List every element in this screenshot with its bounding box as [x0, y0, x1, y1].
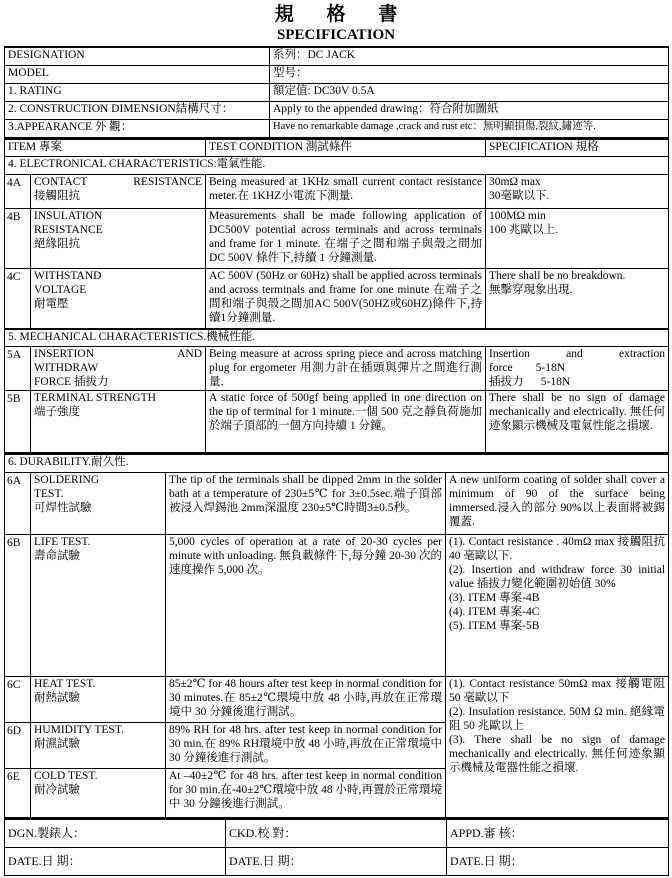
item-name-en: TEST. — [34, 487, 64, 500]
item-name-cn: FORCE 插拔力 — [34, 376, 109, 388]
section-5-title: 5. MECHANICAL CHARACTERISTICS.機械性能. — [5, 329, 669, 347]
test-condition: 89% RH for 48 hrs. after test keep in normal condition for 30 min.在 89% RH環境中放 48 小時,再放在正常環境中 30 分鐘後進行測試。 — [166, 722, 446, 768]
item-name-cn: 接觸阻抗 — [34, 190, 80, 202]
construction-value: Apply to the appended drawing：符合附加圖紙 — [270, 101, 669, 119]
col-item-header: ITEM 專案 — [5, 139, 206, 157]
spec-line: 30毫歐以下. — [489, 190, 550, 202]
item-name-en: RESISTANCE — [34, 224, 103, 236]
spec-line: 插拔力 5-18N — [489, 376, 571, 388]
table-row — [5, 269, 669, 329]
section-4-title-row — [5, 157, 669, 175]
test-condition: The tip of the terminals shall be dipped 2mm in the solder bath at a temperature of 230±5℃ for 3±0.5sec.端子頂部被浸入焊錫池 2mm深溫度 230±5℃時間3±0.5秒。 — [166, 472, 446, 534]
item-name-en: TERMINAL STRENGTH — [34, 392, 156, 404]
item-name-en: HUMIDITY TEST. — [34, 723, 124, 736]
section-5-title-row — [5, 329, 669, 347]
spec-line: (5). ITEM 專案-5B — [449, 619, 540, 632]
test-condition: 85±2℃ for 48 hours after test keep in normal condition for 30 minutes.在 85±2℃環境中放 48 小時,再放在正常環境中 30 分鐘後進行測試。 — [166, 676, 446, 722]
spec-cell — [486, 209, 669, 269]
test-condition: Being measured at 1KHz small current contact resistance meter.在 1KHZ小電流下測量. — [206, 175, 486, 209]
row-number: 4C — [5, 269, 31, 329]
designation-label: DESIGNATION — [5, 47, 270, 65]
spec-line: 30mΩ max — [489, 176, 541, 188]
row-number: 4A — [5, 175, 31, 209]
row-number: 4B — [5, 209, 31, 269]
item-cell — [31, 175, 206, 209]
item-name-en: VOLTAGE — [34, 284, 87, 296]
approver-field: APPD.審 核： — [447, 819, 669, 848]
item-name-en: INSERTION AND — [34, 348, 203, 360]
signature-table — [4, 818, 669, 876]
item-name-en: INSULATION — [34, 210, 103, 222]
spec-line: 無擊穿現象出現. — [489, 284, 573, 296]
designer-field: DGN.製錶人： — [5, 819, 226, 848]
item-name-en: WITHDRAW — [34, 362, 99, 374]
title-chinese: 規 格 書 — [274, 4, 412, 25]
item-cell — [31, 676, 166, 722]
rating-label: 1. RATING — [5, 83, 270, 101]
item-name-cn: 耐電壓 — [34, 298, 69, 310]
spec-cell — [486, 269, 669, 329]
appearance-row — [5, 119, 669, 137]
item-cell — [31, 472, 166, 534]
row-number: 5A — [5, 347, 31, 391]
item-name-cn: 耐熱試驗 — [34, 691, 80, 704]
spec-cell — [486, 175, 669, 209]
test-condition: At –40±2℃ for 48 hrs. after test keep in normal condition for 30 min.在-40±2℃環境中放 48 小時,再置於正常環境中 30 分鐘後進行測試。 — [166, 768, 446, 817]
row-number: 6D — [5, 722, 31, 768]
model-row — [5, 65, 669, 83]
table-row — [5, 209, 669, 269]
item-cell — [31, 534, 166, 676]
designation-row — [5, 47, 669, 65]
table-row — [5, 175, 669, 209]
table-row — [5, 347, 669, 391]
item-name-cn: 端子強度 — [34, 406, 80, 418]
date-field: DATE.日 期： — [5, 847, 226, 875]
title-english: SPECIFICATION — [276, 27, 396, 43]
item-name-en: HEAT TEST. — [34, 677, 96, 690]
spec-line: (1). Contact resistance . 40mΩ max 接觸阻抗 40 毫歐以下. — [449, 535, 666, 562]
item-cell — [31, 391, 206, 453]
spec-line: (4). ITEM 專案-4C — [449, 605, 540, 618]
spec-line: (3). ITEM 專案-4B — [449, 591, 540, 604]
appearance-value: Have no remarkable damage ,crack and rust etc：無明顯損傷,裂紋,鏽迹等. — [270, 119, 669, 137]
spec-line: (2). Insulation resistance. 50M Ω min. 絕緣電阻 50 兆歐以上 — [449, 705, 666, 732]
spec-line: (3). There shall be no sign of damage mechanically and electrically. 無任何迹象顯示機械及電器性能之損壞. — [449, 733, 666, 774]
durability-table — [4, 453, 669, 818]
item-name-en: COLD TEST. — [34, 769, 98, 782]
item-cell — [31, 347, 206, 391]
construction-label: 2. CONSTRUCTION DIMENSION結構尺寸： — [5, 101, 270, 119]
col-spec-header: SPECIFICATION 規格 — [486, 139, 669, 157]
item-cell — [31, 722, 166, 768]
item-name-en: CONTACT RESISTANCE — [34, 176, 203, 188]
item-name-en: LIFE TEST. — [34, 535, 91, 548]
spec-line: Insertion and extraction — [489, 348, 666, 360]
model-value: 型号： — [270, 65, 669, 83]
table-row — [5, 391, 669, 453]
spec-line: 100 兆歐以上. — [489, 224, 559, 236]
item-cell — [31, 269, 206, 329]
spec-line: (2). Insertion and withdraw force 30 initial value 插拔力變化範圍初始值 30% — [449, 563, 666, 590]
date-field: DATE.日 期： — [447, 847, 669, 875]
checker-field: CKD.校 對： — [226, 819, 447, 848]
spec-cell — [486, 347, 669, 391]
model-label: MODEL — [5, 65, 270, 83]
header-info-table — [4, 46, 669, 138]
test-condition: A static force of 500gf being applied in one direction on the tip of terminal for 1 minute.一個 500 克之靜負荷施加於端子頂部的一個方向持續 1 分鐘。 — [206, 391, 486, 453]
designation-value: 系列：DC JACK — [270, 47, 669, 65]
spec-line: force 5-18N — [489, 362, 566, 374]
date-field: DATE.日 期： — [226, 847, 447, 875]
section-6-title: 6. DURABILITY.耐久性. — [5, 454, 669, 472]
item-name-cn: 耐濕試驗 — [34, 737, 80, 750]
table-row — [5, 676, 669, 722]
spec-cell-shared — [446, 676, 669, 817]
item-name-cn: 耐冷試驗 — [34, 783, 80, 796]
spec-sheet — [4, 0, 668, 876]
item-name-cn: 壽命試驗 — [34, 549, 80, 562]
col-test-header: TEST CONDITION 測試條件 — [206, 139, 486, 157]
section-6-title-row — [5, 454, 669, 472]
item-name-en: WITHSTAND — [34, 270, 102, 282]
spec-cell: A new uniform coating of solder shall cover a minimum of 90 of the surface being immersed.浸入的部分 90%以上表面將被錫覆蓋. — [446, 472, 669, 534]
section-4-title: 4. ELECTRONICAL CHARACTERISTICS.電氣性能. — [5, 157, 669, 175]
spec-line: (1). Contact resistance 50mΩ max 接觸電阻 50 毫歐以下 — [449, 677, 666, 704]
date-row — [5, 847, 669, 875]
spec-line: 100MΩ min — [489, 210, 546, 222]
table-row — [5, 534, 669, 676]
item-cell — [31, 768, 166, 817]
rating-value: 額定值: DC30V 0.5A — [270, 83, 669, 101]
item-name-en: SOLDERING — [34, 473, 100, 486]
row-number: 6E — [5, 768, 31, 817]
appearance-label: 3.APPEARANCE 外 觀： — [5, 119, 270, 137]
signature-row — [5, 819, 669, 848]
spec-line: There shall be no breakdown. — [489, 270, 626, 282]
rating-row — [5, 83, 669, 101]
item-name-cn: 可焊性試驗 — [34, 501, 92, 514]
item-cell — [31, 209, 206, 269]
row-number: 6C — [5, 676, 31, 722]
electrical-mechanical-table — [4, 138, 669, 454]
construction-row — [5, 101, 669, 119]
table-row — [5, 472, 669, 534]
row-number: 6A — [5, 472, 31, 534]
test-condition: Measurements shall be made following application of DC500V potential across terminals and across terminals and frame for 1 minute. 在端子之間和端子與殼之間加 DC 500V 條件下,持續 1 分鐘測量. — [206, 209, 486, 269]
row-number: 6B — [5, 534, 31, 676]
test-condition: 5,000 cycles of operation at a rate of 20-30 cycles per minute with unloading. 無負載條件下,每分鐘 20-30 次的速度操作 5,000 次。 — [166, 534, 446, 676]
test-condition: Being measure at across spring piece and across matching plug for ergometer 用測力計在插頭與彈片之間進行測量． — [206, 347, 486, 391]
spec-cell: There shall be no sign of damage mechanically and electrically. 無任何迹象顯示機械及電氣性能之損壞. — [486, 391, 669, 453]
document-header — [4, 0, 668, 46]
row-number: 5B — [5, 391, 31, 453]
test-condition: AC 500V (50Hz or 60Hz) shall be applied across terminals and across terminals and frame for one minute 在端子之間和端子與殼之間加AC 500V(50HZ或60HZ)條件下,持續1分鐘測量. — [206, 269, 486, 329]
item-name-cn: 絕緣阻抗 — [34, 238, 80, 250]
spec-cell — [446, 534, 669, 676]
column-header-row — [5, 139, 669, 157]
